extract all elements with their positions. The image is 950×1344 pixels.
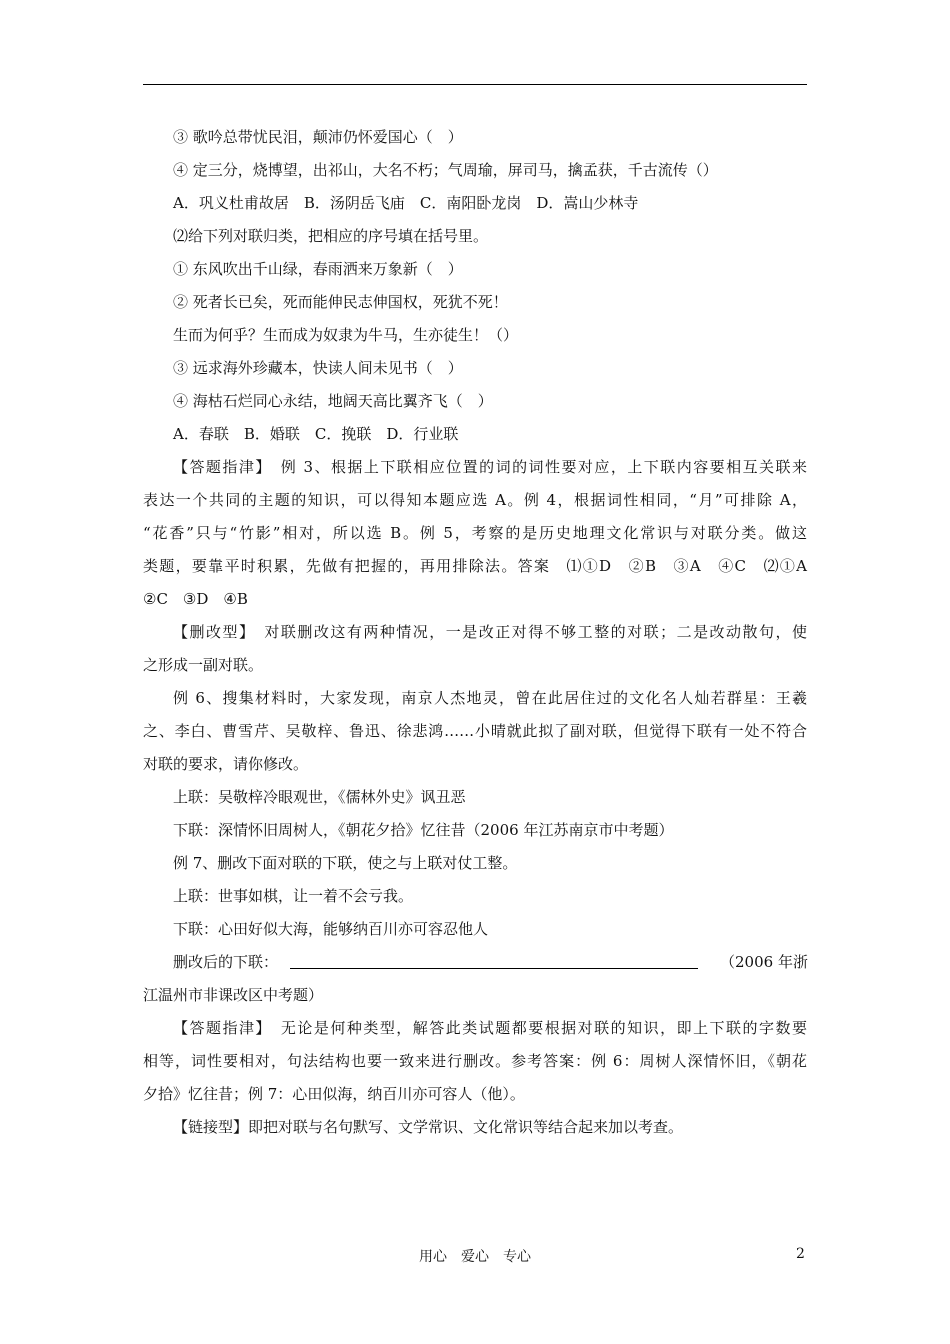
text-line: 相等，词性要相对，句法结构也要一致来进行删改。参考答案：例 6：周树人深情怀旧，《朝花 (143, 1052, 807, 1070)
text-line: 生而为何乎？生而成为奴隶为牛马，生亦徒生！（） (173, 326, 519, 344)
text-line: 下联：心田好似大海，能够纳百川亦可容忍他人 (173, 920, 489, 938)
link-type-heading-line: 【链接型】即把对联与名句默写、文学常识、文化常识等结合起来加以考查。 (173, 1118, 684, 1136)
answer-blank-line (143, 946, 807, 979)
text-line: ④ 定三分，烧博望，出祁山，大名不朽；气周瑜，屏司马，擒孟获，千古流传（） (173, 161, 718, 179)
text-line: 例 6、搜集材料时，大家发现，南京人杰地灵，曾在此居住过的文化名人灿若群星：王羲 (173, 689, 807, 707)
text-line: 江温州市非课改区中考题） (143, 986, 324, 1004)
page-body (143, 121, 807, 1144)
text-line: 之形成一副对联。 (143, 656, 264, 674)
answer-guide-heading-line: 【答题指津】 例 3、根据上下联相应位置的词的词性要对应，上下联内容要相互关联来 (173, 458, 807, 476)
text-line: ① 东风吹出千山绿，春雨洒来万象新（ ） (173, 260, 463, 278)
text-line: 上联：吴敬梓冷眼观世，《儒林外史》讽丑恶 (173, 788, 466, 806)
blank-label: 删改后的下联： (173, 953, 279, 971)
edit-type-heading-line: 【删改型】 对联删改这有两种情况，一是改正对得不够工整的对联；二是改动散句，使 (173, 623, 807, 641)
text-line: ⑵给下列对联归类，把相应的序号填在括号里。 (173, 227, 489, 245)
text-line: 对联的要求，请你修改。 (143, 755, 309, 773)
text-line: 表达一个共同的主题的知识，可以得知本题应选 A。例 4，根据词性相同，“月”可排除 A， (143, 491, 807, 509)
answer-blank[interactable] (290, 954, 698, 969)
page-number: 2 (796, 1246, 805, 1262)
text-line: 上联：世事如棋，让一着不会亏我。 (173, 887, 414, 905)
source-note: （2006 年浙 (720, 953, 808, 971)
text-line: ④ 海枯石烂同心永结，地阔天高比翼齐飞（ ） (173, 392, 493, 410)
text-line: ②C ③D ④B (143, 590, 248, 608)
text-line: ③ 歌吟总带忧民泪，颠沛仍怀爱国心（ ） (173, 128, 463, 146)
answer-guide-heading-line: 【答题指津】 无论是何种类型，解答此类试题都要根据对联的知识，即上下联的字数要 (173, 1019, 807, 1037)
text-line: A．巩义杜甫故居 B．汤阴岳飞庙 C．南阳卧龙岗 D．嵩山少林寺 (173, 194, 639, 212)
text-line: 类题，要靠平时积累，先做有把握的，再用排除法。答案 ⑴①D ②B ③A ④C ⑵①A (143, 557, 807, 575)
header-rule (143, 84, 807, 85)
text-line: 夕拾》忆往昔；例 7：心田似海，纳百川亦可容人（他）。 (143, 1085, 525, 1103)
text-line: ② 死者长已矣，死而能伸民志伸国权，死犹不死！ (173, 293, 508, 311)
text-line: 例 7、删改下面对联的下联，使之与上联对仗工整。 (173, 854, 518, 872)
text-line: A．春联 B．婚联 C．挽联 D．行业联 (173, 425, 459, 443)
text-line: 之、李白、曹雪芹、吴敬梓、鲁迅、徐悲鸿……小晴就此拟了副对联，但觉得下联有一处不符合 (143, 722, 807, 740)
text-line: 下联：深情怀旧周树人，《朝花夕拾》忆往昔（2006 年江苏南京市中考题） (173, 821, 674, 839)
text-line: “花香”只与“竹影”相对，所以选 B。例 5，考察的是历史地理文化常识与对联分类。做这 (143, 524, 807, 542)
footer-text: 用心 爱心 专心 (419, 1249, 531, 1265)
text-line: ③ 远求海外珍藏本，快读人间未见书（ ） (173, 359, 463, 377)
